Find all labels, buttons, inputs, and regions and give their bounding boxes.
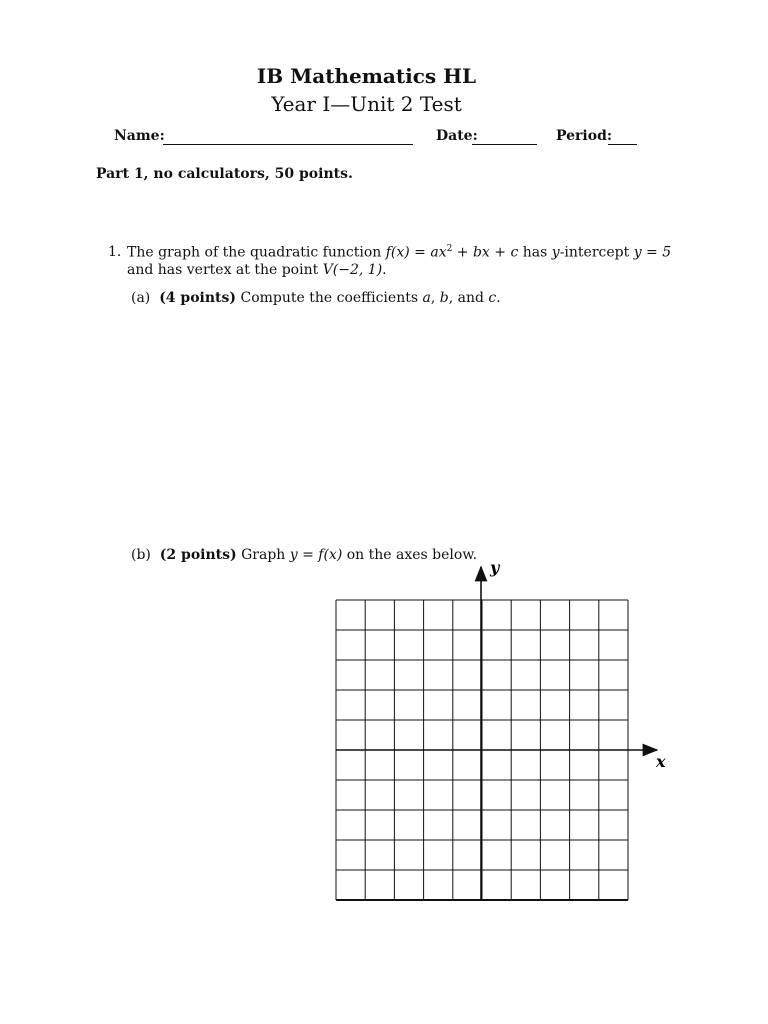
part-heading: Part 1, no calculators, 50 points. <box>96 166 353 182</box>
part-a-points: (4 points) <box>159 290 237 306</box>
name-blank[interactable] <box>163 130 413 145</box>
question-text: -intercept <box>559 244 634 261</box>
period-label: Period: <box>556 128 613 144</box>
x-axis-label: x <box>656 752 666 771</box>
part-b-points: (2 points) <box>159 547 237 563</box>
question-line-2 <box>127 262 387 278</box>
separator: , and <box>448 290 489 306</box>
vertex-expression: V(−2, 1) <box>322 262 383 278</box>
part-a <box>131 290 501 306</box>
question-line-1 <box>127 244 671 261</box>
y-axis-label: y <box>490 558 500 577</box>
name-label: Name: <box>114 128 165 144</box>
question-text: has <box>518 244 552 261</box>
exam-title: IB Mathematics HL <box>256 64 477 88</box>
y-variable: y <box>551 244 560 261</box>
period-mark: . <box>496 290 501 306</box>
separator: , <box>430 290 440 306</box>
question-text: . <box>382 262 387 278</box>
coef-b: b <box>439 290 449 306</box>
date-blank[interactable] <box>472 130 537 145</box>
part-a-text: Compute the coefficients <box>236 290 423 306</box>
function-expression: f(x) = ax <box>385 244 447 261</box>
coef-c: c <box>488 290 497 306</box>
exponent: 2 <box>446 244 453 254</box>
graph-axes[interactable] <box>300 555 680 915</box>
coef-a: a <box>422 290 431 306</box>
part-a-label: (a) <box>131 290 151 306</box>
question-text: and has vertex at the point <box>127 262 323 278</box>
exam-subtitle: Year I—Unit 2 Test <box>271 92 462 116</box>
y-intercept-expression: y = 5 <box>633 244 672 261</box>
part-b-label: (b) <box>131 547 151 563</box>
part-b-text: on the axes below. <box>342 547 478 563</box>
question-text: The graph of the quadratic function <box>127 244 386 261</box>
part-b-text: Graph <box>236 547 290 563</box>
question-number: 1. <box>108 244 122 260</box>
period-blank[interactable] <box>608 130 637 145</box>
graph-equation: y = f(x) <box>289 547 343 563</box>
date-label: Date: <box>436 128 478 144</box>
function-expression-rest: + bx + c <box>452 244 519 261</box>
